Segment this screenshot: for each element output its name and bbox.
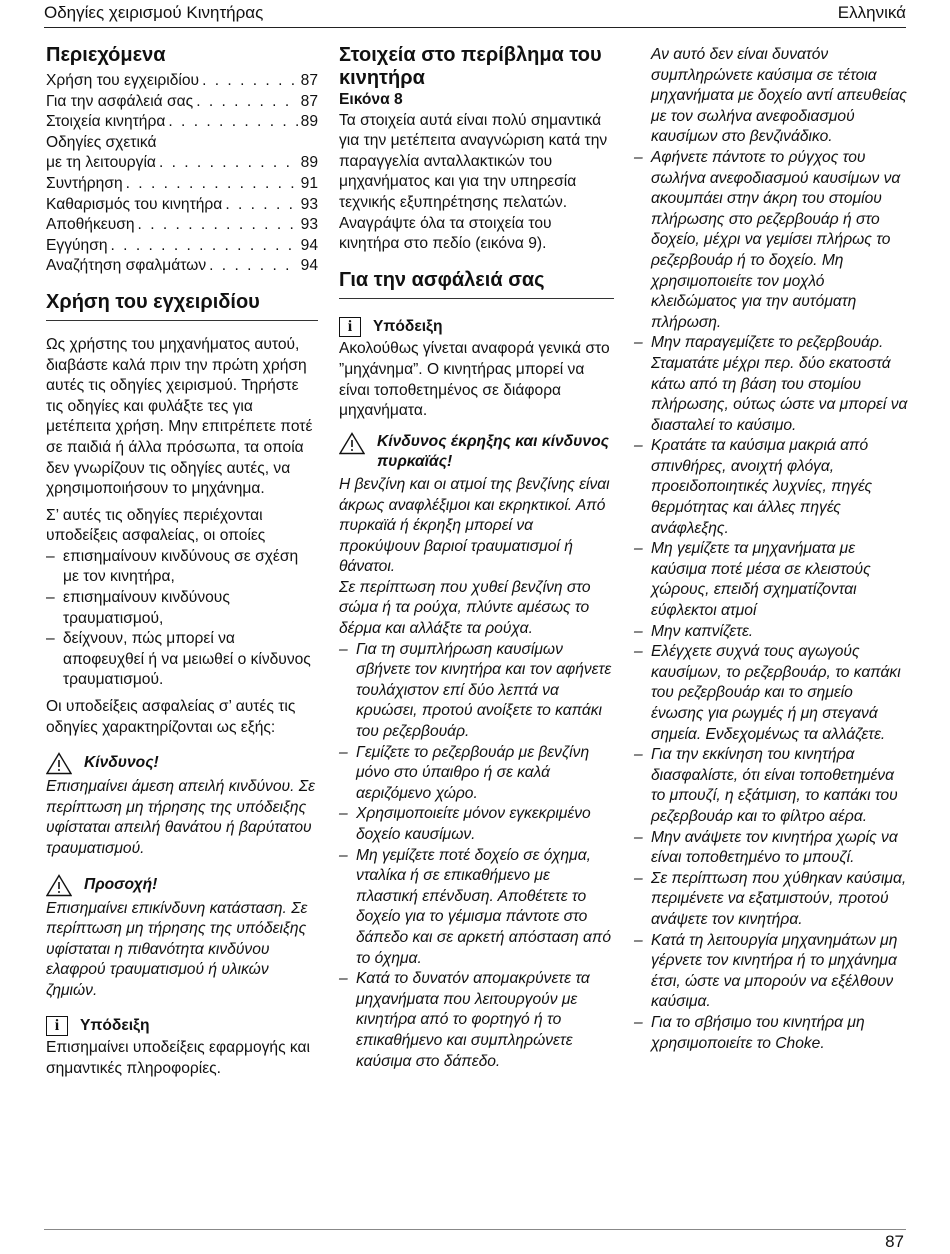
figure-ref: Εικόνα 8	[339, 91, 403, 108]
toc-item[interactable]: με τη λειτουργία . . . 89	[46, 153, 318, 174]
column-2	[339, 38, 614, 1072]
warning-triangle-icon	[339, 432, 365, 455]
toc-item[interactable]: Οδηγίες σχετικά	[46, 133, 157, 151]
list-item: – επισημαίνουν κινδύνους τραυματισμού,	[46, 589, 230, 627]
hint-heading: i Υπόδειξη	[46, 1016, 318, 1037]
section-title-housing: Στοιχεία στο περίβλημα του κινητήρα	[339, 44, 602, 89]
hint-text: Επισημαίνει υποδείξεις εφαρμογής και σημαντικές πληροφορίες.	[46, 1039, 311, 1077]
list-item: – Γεμίζετε το ρεζερβουάρ με βενζίνη μόνο στο ύπαιθρο ή σε καλά αεριζόμενο χώρο.	[339, 743, 590, 802]
list-item: – δείχνουν, πώς μπορεί να αποφευχθεί ή να μειωθεί ο κίνδυνος τραυματισμού.	[46, 630, 311, 689]
section-title-safety: Για την ασφάλειά σας	[339, 269, 614, 299]
info-icon: i	[46, 1016, 68, 1036]
toc-title: Περιεχόμενα	[46, 44, 166, 66]
info-icon: i	[339, 317, 361, 337]
list-item: – Για το σβήσιμο του κινητήρα μη χρησιμοποιείτε το Choke.	[634, 1013, 865, 1052]
danger-text: Σε περίπτωση που χυθεί βενζίνη στο σώμα ή τα ρούχα, πλύντε αμέσως το δέρμα και αλλάξτε τα ρούχα.	[339, 578, 591, 638]
toc-item[interactable]: Αναζήτηση σφαλμάτων . . . 94	[46, 256, 318, 277]
caution-heading: Προσοχή!	[46, 874, 318, 897]
list-item: – Κατά τη λειτουργία μηχανημάτων μη γέρνετε τον κινητήρα ή το μηχάνημα έτσι, ώστε να μπορούν να εξέλθουν καύσιμα.	[634, 931, 898, 1011]
list-item: – Μη γεμίζετε τα μηχανήματα με καύσιμα ποτέ μέσα σε κλειστούς χώρους, επειδή σχηματίζονται εύφλεκτοι ατμοί	[634, 540, 871, 620]
danger-text: Επισημαίνει άμεση απειλή κινδύνου. Σε περίπτωση μη τήρησης της υπόδειξης υφίσταται απειλή θανάτου ή βαρύτατου τραυματισμού.	[46, 778, 315, 857]
list-item: – επισημαίνουν κινδύνους σε σχέση με τον κινητήρα,	[46, 547, 299, 586]
page-header	[44, 0, 906, 28]
list-item: – Κατά το δυνατόν απομακρύνετε τα μηχανήματα που λειτουργούν με κινητήρα από το φορτηγό ή το επικαθήμενο και συμπληρώνετε καύσιμα στο δάπεδο.	[339, 970, 590, 1070]
caution-text: Επισημαίνει επικίνδυνη κατάσταση. Σε περίπτωση μη τήρησης της υπόδειξης υφίσταται η πιθανότητα κινδύνου ελαφρού τραυματισμού ή υλικών ζημιών.	[46, 899, 308, 999]
list-item: – Μην καπνίζετε.	[634, 622, 754, 640]
toc-list	[46, 71, 318, 277]
danger-heading: Κίνδυνος έκρηξης και κίνδυνος πυρκαϊάς!	[339, 432, 614, 473]
manual-paragraph: Ως χρήστης του μηχανήματος αυτού, διαβάστε καλά πριν την πρώτη χρήση αυτές τις οδηγίες χειρισμού. Τηρήστε τις οδηγίες και φυλάξτε τες για μετέπειτα χρήση. Μην επιτρέπετε ποτέ σε παιδιά ή άλλα πρόσωπα, τα οποία δεν γνωρίζουν τις οδηγίες αυτές, να χρησιμοποιήσουν το μηχάνημα.	[46, 335, 313, 498]
list-item: – Για τη συμπλήρωση καυσίμων σβήνετε τον κινητήρα και τον αφήνετε τουλάχιστον επί δύο λεπτά να κρυώσει, προτού ανοίξετε το καπάκι του ρεζερβουάρ.	[339, 640, 612, 741]
housing-text: Τα στοιχεία αυτά είναι πολύ σημαντικά για την μετέπειτα αναγνώριση κατά την παραγγελία ανταλλακτικών του μηχανήματος και για την υπηρεσία τεχνικής εξυπηρέτησης πελατών. Αναγράψτε όλα τα στοιχεία του κινητήρα στο πεδίο (εικόνα 9).	[339, 111, 608, 253]
list-item: – Αφήνετε πάντοτε το ρύγχος του σωλήνα ανεφοδιασμού καυσίμων να ακουμπάει στην άκρη του στομίου πλήρωσης στο ρεζερβουάρ ή στο δοχείο, μέχρι να γεμίσει πλήρως το ρεζερβουάρ ή το δοχείο. Μη χρησιμοποιείτε τον μοχλό κλειδώματος για την αυτόματη πλήρωση.	[634, 148, 901, 331]
section-title-manual: Χρήση του εγχειριδίου	[46, 291, 318, 321]
footer-divider	[44, 1229, 906, 1230]
list-item: – Για την εκκίνηση του κινητήρα διασφαλίστε, ότι είναι τοποθετημένα το μπουζί, η εξάτμιση, το καπάκι του ρεζερβουάρ και το φίλτρο αέρα.	[634, 746, 898, 825]
list-item: – Ελέγχετε συχνά τους αγωγούς καυσίμων, το ρεζερβουάρ, το καπάκι του ρεζερβουάρ και το σημείο ένωσης για ρωγμές ή μη στεγανά σημεία. Ενδεχομένως τα αλλάζετε.	[634, 643, 901, 743]
toc-item[interactable]: Για την ασφάλειά σας . . . 87	[46, 92, 318, 113]
toc-item[interactable]: Καθαρισμός του κινητήρα . . . 93	[46, 195, 318, 216]
danger-heading: Κίνδυνος!	[46, 752, 318, 775]
warning-triangle-icon	[46, 752, 72, 775]
toc-item[interactable]: Συντήρηση . . . 91	[46, 174, 318, 195]
list-item: – Μην ανάψετε τον κινητήρα χωρίς να είναι τοποθετημένο το μπουζί.	[634, 828, 898, 867]
toc-item[interactable]: Αποθήκευση . . . 93	[46, 215, 318, 236]
toc-item[interactable]: Χρήση του εγχειριδίου . . . 87	[46, 71, 318, 92]
list-continuation: Αν αυτό δεν είναι δυνατόν συμπληρώνετε καύσιμα σε τέτοια μηχανήματα με δοχείο αντί απευθείας με τον σωλήνα ανεφοδιασμού καυσίμων στο βενζινάδικο.	[651, 46, 907, 146]
page-number: 87	[885, 1232, 904, 1251]
header-language: Ελληνικά	[837, 3, 906, 22]
toc-item[interactable]: Στοιχεία κινητήρα . . . 89	[46, 112, 318, 133]
header-title: Οδηγίες χειρισμού Κινητήρας	[44, 3, 264, 22]
list-item: – Μην παραγεμίζετε το ρεζερβουάρ. Σταματάτε μέχρι περ. δύο εκατοστά κάτω από τη βάση του στομίου πλήρωσης, ούτως ώστε να μπορεί να διασταλεί το καύσιμο.	[634, 334, 908, 434]
column-1	[46, 38, 318, 1079]
list-item: – Κρατάτε τα καύσιμα μακριά από σπινθήρες, ανοιχτή φλόγα, προειδοποιητικές λυχνίες, πηγές θερμότητας και άλλες πηγές ανάφλεξης.	[634, 437, 873, 537]
manual-paragraph: Σ’ αυτές τις οδηγίες περιέχονται υποδείξεις ασφαλείας, οι οποίες	[46, 506, 266, 545]
list-item: – Χρησιμοποιείτε μόνον εγκεκριμένο δοχείο καυσίμων.	[339, 805, 591, 843]
danger-text: Η βενζίνη και οι ατμοί της βενζίνης είναι άκρως αναφλέξιμοι και εκρηκτικοί. Από πυρκαϊά ή έκρηξη μπορεί να προκύψουν βαριοί τραυματισμοί ή θάνατοι.	[339, 475, 610, 576]
hint-text: Ακολούθως γίνεται αναφορά γενικά στο ”μηχάνημα”. Ο κινητήρας μπορεί να είναι τοποθετημένος σε διάφορα μηχανήματα.	[339, 340, 610, 420]
list-item: – Σε περίπτωση που χύθηκαν καύσιμα, περιμένετε να εξατμιστούν, προτού ανάψετε τον κινητήρα.	[634, 869, 907, 928]
hint-heading: i Υπόδειξη	[339, 317, 614, 338]
manual-paragraph: Οι υποδείξεις ασφαλείας σ’ αυτές τις οδηγίες χαρακτηρίζονται ως εξής:	[46, 698, 296, 736]
toc-item[interactable]: Εγγύηση . . . 94	[46, 236, 318, 257]
list-item: – Μη γεμίζετε ποτέ δοχείο σε όχημα, νταλίκα ή σε επικαθήμενο με πλαστική επένδυση. Αποθέτετε το δοχείο για το γέμισμα πάντοτε στο δάπεδο και σε αρκετή απόσταση από το όχημα.	[339, 846, 612, 967]
column-3	[634, 45, 909, 1054]
warning-triangle-icon	[46, 874, 72, 897]
